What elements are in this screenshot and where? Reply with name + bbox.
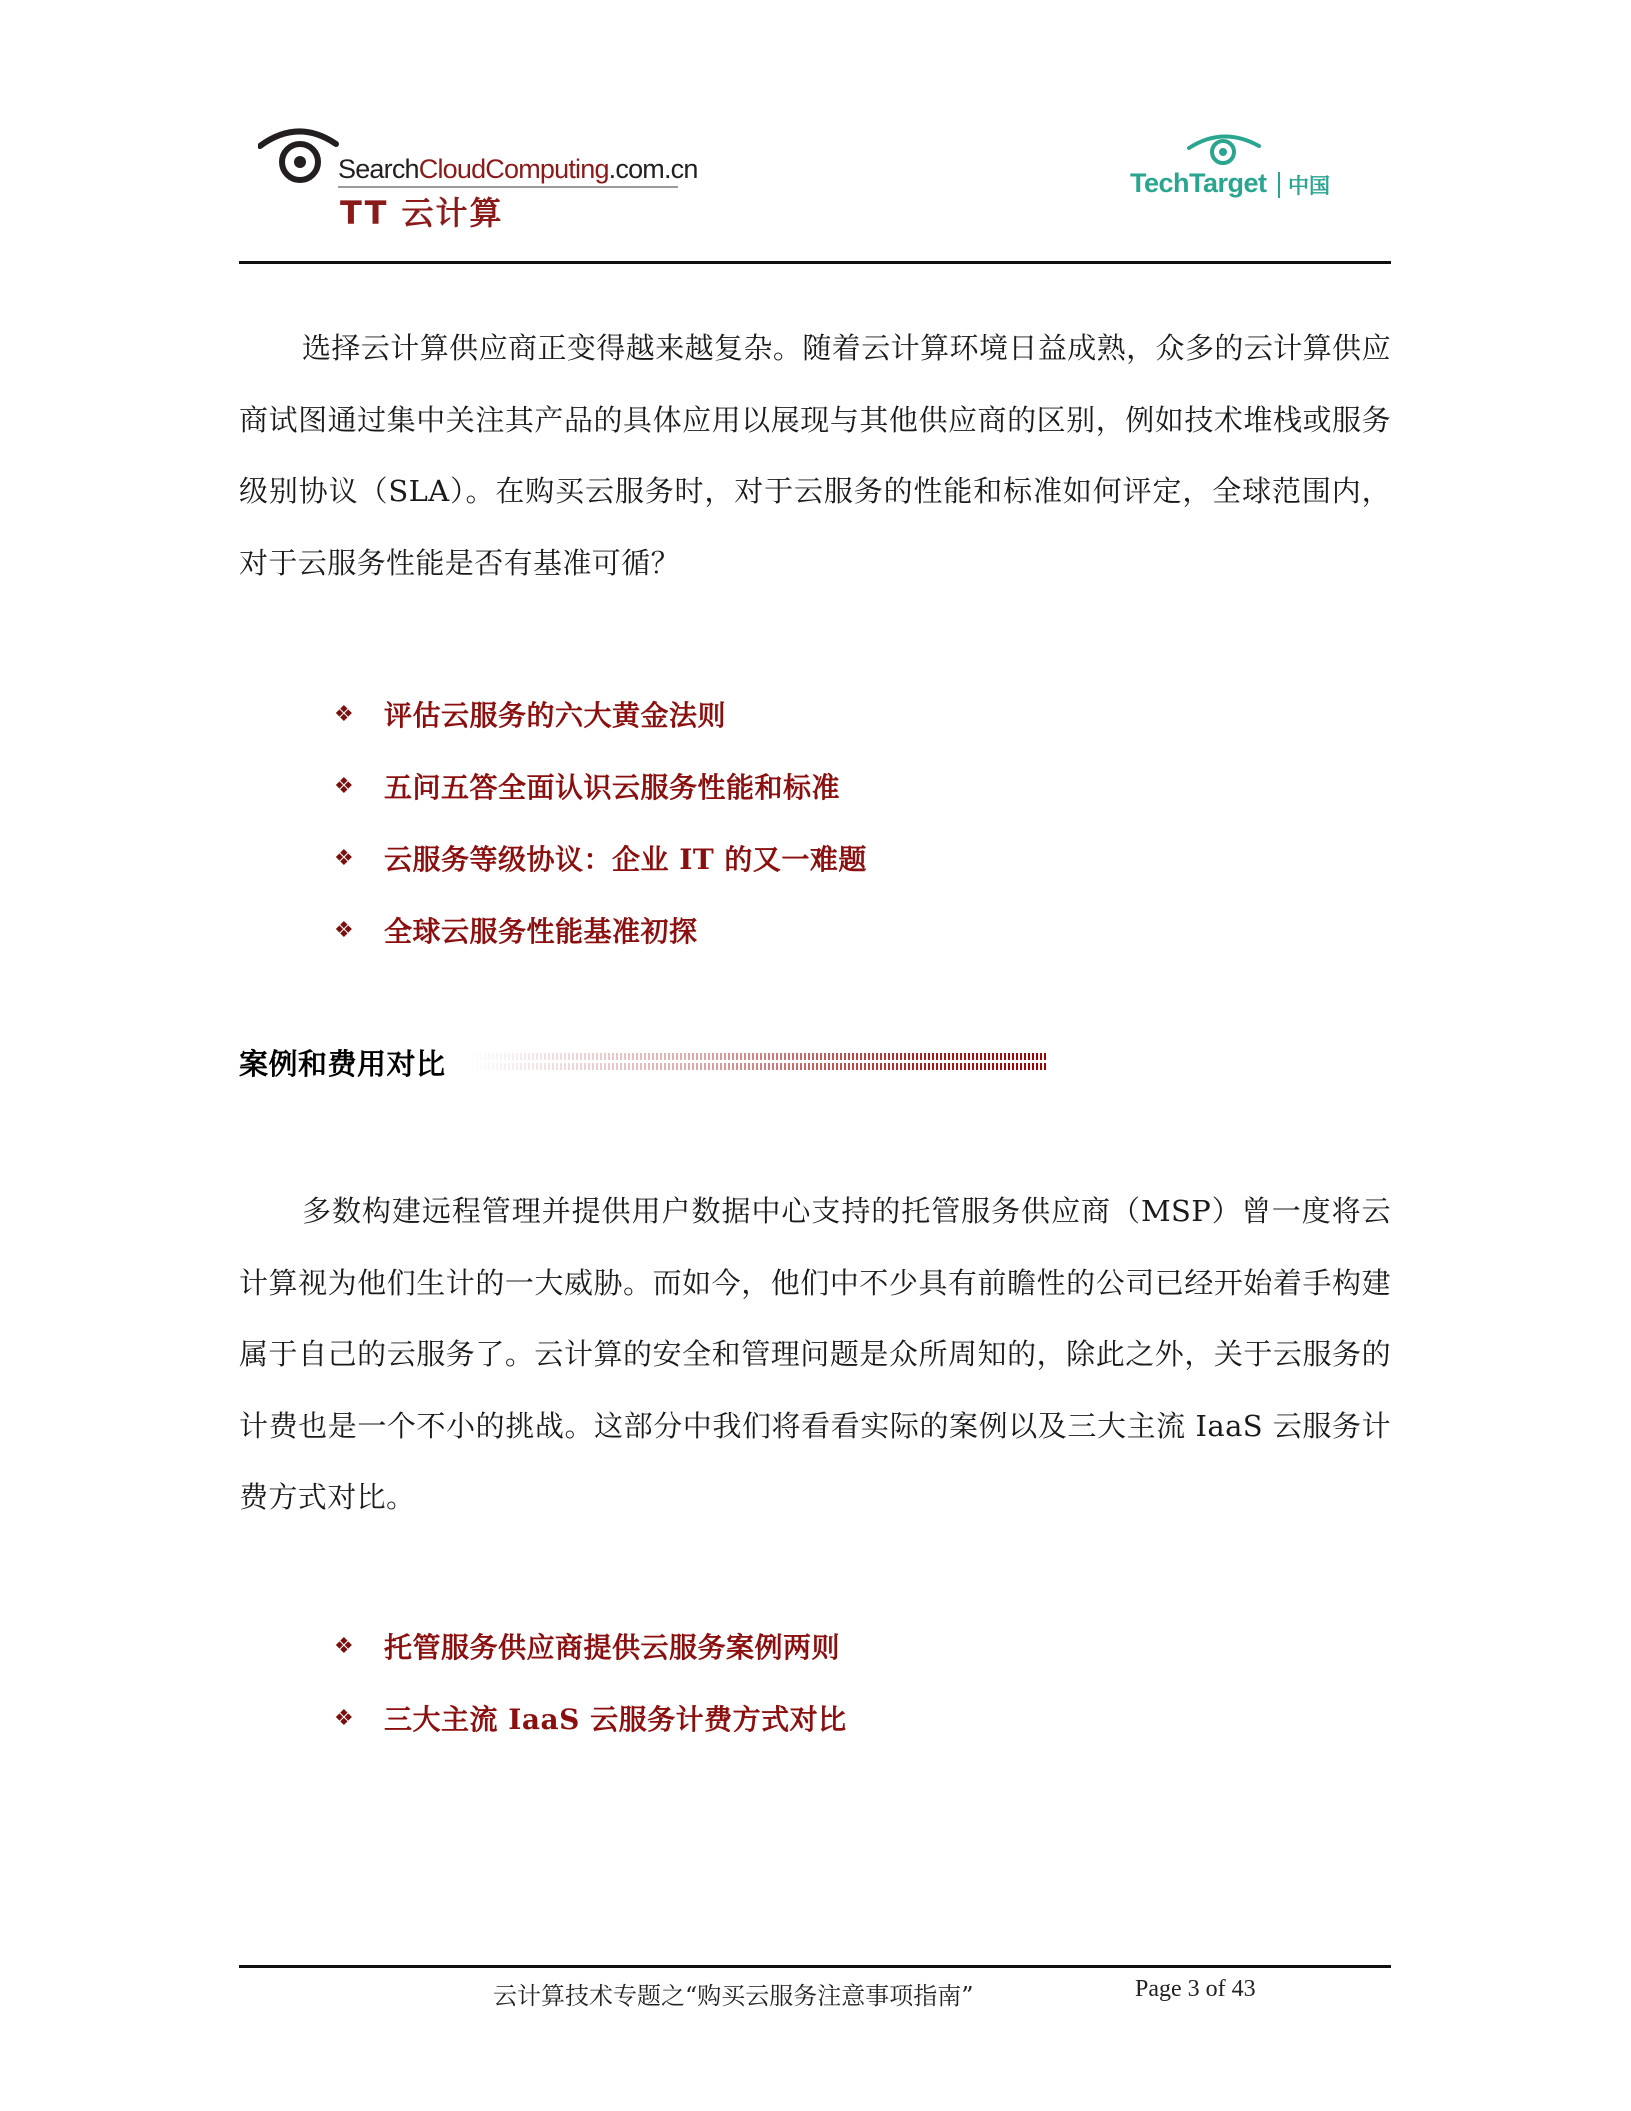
- techtarget-logo: [1130, 130, 1360, 210]
- link-sla-challenge[interactable]: 云服务等级协议：企业 IT 的又一难题: [384, 843, 867, 876]
- link-item[interactable]: [334, 1682, 847, 1754]
- site-name: [338, 154, 698, 185]
- gradient-dotted-rule: [468, 1053, 1048, 1073]
- link-item[interactable]: [334, 894, 867, 966]
- link-five-questions[interactable]: 五问五答全面认识云服务性能和标准: [384, 771, 841, 804]
- link-global-benchmark[interactable]: 全球云服务性能基准初探: [384, 915, 698, 948]
- link-item[interactable]: [334, 822, 867, 894]
- site-name-search: Search: [338, 154, 419, 184]
- diamond-bullet-icon: ❖: [334, 1633, 354, 1659]
- logo-subtitle: TT 云计算: [340, 194, 504, 232]
- diamond-bullet-icon: ❖: [334, 845, 354, 871]
- link-item[interactable]: [334, 1610, 847, 1682]
- link-six-golden-rules[interactable]: 评估云服务的六大黄金法则: [384, 699, 727, 732]
- link-item[interactable]: [334, 678, 867, 750]
- link-msp-cases[interactable]: 托管服务供应商提供云服务案例两则: [384, 1631, 841, 1664]
- techtarget-brand: TechTarget: [1130, 168, 1267, 198]
- diamond-bullet-icon: ❖: [334, 773, 354, 799]
- section-title: 案例和费用对比: [239, 1047, 446, 1081]
- link-item[interactable]: [334, 750, 867, 822]
- diamond-bullet-icon: ❖: [334, 701, 354, 727]
- footer-divider: [239, 1965, 1391, 1968]
- page-number: Page 3 of 43: [1135, 1976, 1256, 2002]
- site-name-cloud: CloudComputing: [418, 154, 609, 184]
- logo-separator: [1278, 172, 1280, 198]
- intro-link-list: [334, 678, 867, 966]
- eye-icon: [1185, 130, 1265, 170]
- searchcloudcomputing-logo: [258, 124, 698, 234]
- diamond-bullet-icon: ❖: [334, 917, 354, 943]
- site-name-domain: .com.cn: [608, 154, 698, 184]
- diamond-bullet-icon: ❖: [334, 1705, 354, 1731]
- page-footer: [0, 1976, 1631, 2016]
- section-link-list: [334, 1610, 847, 1754]
- section-paragraph: 多数构建远程管理并提供用户数据中心支持的托管服务供应商（MSP）曾一度将云计算视为他们生计的一大威胁。而如今，他们中不少具有前瞻性的公司已经开始着手构建属于自己的云服务了。云计算的安全和管理问题是众所周知的，除此之外，关于云服务的计费也是一个不小的挑战。这部分中我们将看看实际的案例以及三大主流 IaaS 云服务计费方式对比。: [239, 1194, 1391, 1514]
- link-iaas-billing[interactable]: 三大主流 IaaS 云服务计费方式对比: [384, 1703, 847, 1736]
- footer-doc-title: 云计算技术专题之“购买云服务注意事项指南”: [493, 1982, 974, 2010]
- techtarget-region: 中国: [1288, 174, 1330, 198]
- eye-icon: [258, 124, 348, 194]
- header-divider: [239, 261, 1391, 264]
- section-heading: [239, 1042, 1048, 1083]
- intro-paragraph: 选择云计算供应商正变得越来越复杂。随着云计算环境日益成熟，众多的云计算供应商试图通过集中关注其产品的具体应用以展现与其他供应商的区别，例如技术堆栈或服务级别协议（SLA）。在购买云服务时，对于云服务的性能和标准如何评定，全球范围内，对于云服务性能是否有基准可循？: [239, 331, 1391, 580]
